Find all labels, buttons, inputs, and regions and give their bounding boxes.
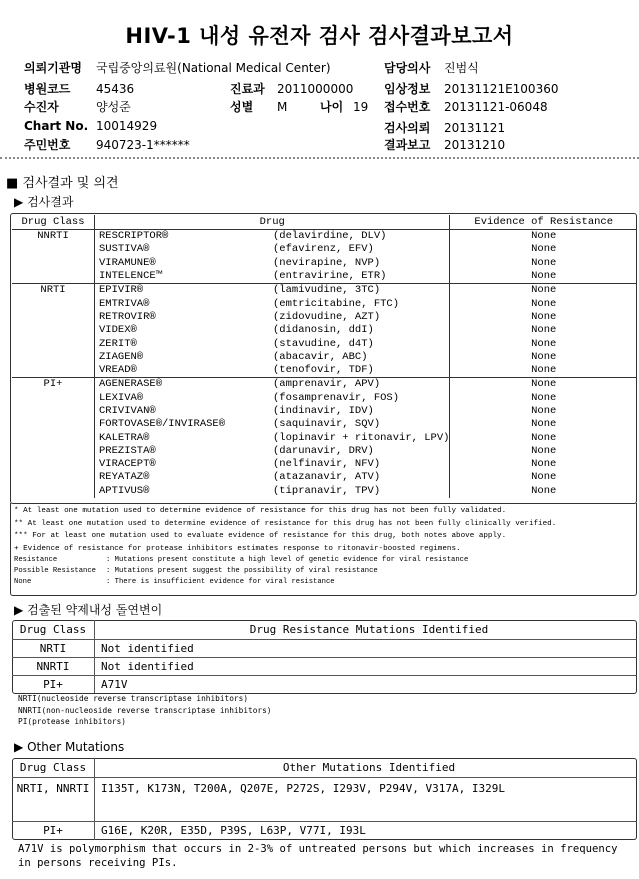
table-row [12, 351, 637, 364]
mutation-cell: Not identified [95, 639, 638, 657]
header-sex [230, 98, 287, 115]
section-mutations [14, 601, 162, 618]
table-row [12, 405, 637, 418]
legend-term: Resistance [14, 556, 58, 564]
header-institution [24, 59, 331, 76]
polymorphism-note: A71V is polymorphism that occurs in 2-3% of untreated persons but which increases in frequency in persons receiving PIs. [18, 843, 618, 869]
drug-brand-cell: KALETRA® [99, 431, 150, 444]
drug-generic-cell: (atazanavir, ATV) [269, 471, 450, 484]
footnote-line: ** At least one mutation used to determine evidence of resistance for this drug has not been fully clinically verified. [14, 519, 557, 528]
header-label: 수진자 [24, 100, 59, 114]
header-divider [0, 157, 639, 159]
header-value: 진범식 [444, 61, 479, 75]
table-row [12, 284, 637, 298]
drug-brand-cell: VIRAMUNE® [99, 256, 156, 269]
table-row [12, 445, 637, 458]
mutations-table [12, 620, 637, 693]
drug-generic-cell: (efavirenz, EFV) [269, 243, 450, 256]
drug-class-cell: PI+ [12, 821, 95, 840]
table-row [12, 821, 637, 840]
header-label: 병원코드 [24, 82, 71, 96]
triangle-right-icon: ▶ [14, 740, 24, 754]
header-resident-no [24, 136, 190, 153]
legend-desc: : Mutations present constitute a high level of genetic evidence for viral resistance [106, 556, 469, 564]
abbreviations [18, 693, 271, 728]
drug-class-cell: PI+ [12, 378, 95, 498]
drug-class-cell: PI+ [12, 675, 95, 693]
header-value: 45436 [96, 82, 135, 96]
table-row [12, 230, 637, 244]
evidence-cell: None [531, 378, 557, 391]
other-mutations-table [12, 758, 637, 840]
section-title: 검사결과 [27, 195, 74, 209]
drug-brand-cell: ZIAGEN® [99, 350, 144, 363]
legend-term: Possible Resistance [14, 567, 96, 575]
evidence-cell: None [450, 270, 637, 284]
header-label: 나이 [320, 100, 344, 114]
drug-brand-cell: AGENERASE® [99, 378, 163, 391]
section-results [14, 193, 73, 210]
drug-generic-cell: (lamivudine, 3TC) [269, 284, 450, 298]
drug-brand-cell: CRIVIVAN® [99, 405, 156, 417]
table-row [12, 378, 637, 392]
drug-generic-cell: (zidovudine, AZT) [269, 311, 450, 324]
drug-class-cell: NRTI [12, 639, 95, 657]
drug-generic-cell: (lopinavir + ritonavir, LPV) [269, 431, 450, 444]
header-value: 국립중앙의료원(National Medical Center) [96, 61, 331, 75]
legend-term: None [14, 578, 32, 586]
evidence-cell: None [450, 364, 637, 378]
evidence-cell: None [531, 230, 557, 243]
column-header: Other Mutations Identified [95, 758, 638, 777]
header-label: Chart No. [24, 119, 89, 133]
drug-generic-cell: (fosamprenavir, FOS) [269, 392, 450, 405]
table-row [12, 392, 637, 405]
header-age [320, 98, 368, 115]
header-request-date [384, 119, 505, 136]
drug-brand-cell: EPIVIR® [99, 284, 144, 297]
table-row [12, 657, 637, 675]
evidence-cell: None [531, 324, 557, 337]
drug-brand-cell: VIDEX® [99, 324, 137, 337]
table-row [12, 364, 637, 378]
section-title: Other Mutations [27, 740, 125, 754]
abbreviation-line: PI(protease inhibitors) [18, 717, 126, 726]
table-row [12, 458, 637, 471]
report-title: HIV-1 내성 유전자 검사 검사결과보고서 [125, 24, 514, 48]
evidence-cell: None [531, 350, 557, 363]
drug-generic-cell: (stavudine, d4T) [269, 337, 450, 350]
drug-brand-cell: VREAD® [95, 364, 270, 378]
drug-brand-cell: RESCRIPTOR® [99, 230, 169, 243]
table-row [12, 297, 637, 310]
column-header: Drug Class [12, 758, 95, 777]
drug-brand-cell: VIRACEPT® [99, 458, 156, 471]
results-table [12, 215, 637, 498]
footnote-line: + Evidence of resistance for protease inhibitors estimates response to ritonavir-boosted regimens. [14, 544, 461, 553]
evidence-cell: None [531, 471, 557, 484]
evidence-cell: None [531, 444, 557, 457]
drug-class-cell: NNRTI [12, 657, 95, 675]
drug-generic-cell: (didanosin, ddI) [269, 324, 450, 337]
table-row [12, 485, 637, 498]
abbreviation-line: NRTI(nucleoside reverse transcriptase inhibitors) [18, 694, 249, 703]
header-value: 20131210 [444, 138, 506, 152]
header-department [230, 80, 353, 97]
drug-generic-cell: (nelfinavir, NFV) [269, 458, 450, 471]
drug-generic-cell: (delavirdine, DLV) [269, 230, 450, 244]
drug-generic-cell: (tenofovir, TDF) [269, 364, 450, 378]
header-label: 성별 [230, 100, 254, 114]
mutation-cell: G16E, K20R, E35D, P39S, L63P, V77I, I93L [101, 824, 366, 838]
column-header: Drug Class [12, 620, 95, 639]
header-label: 주민번호 [24, 138, 71, 152]
evidence-cell: None [531, 484, 557, 497]
header-label: 의뢰기관명 [24, 61, 82, 75]
table-row [12, 431, 637, 444]
drug-brand-cell: LEXIVA® [99, 391, 144, 404]
table-row [12, 337, 637, 350]
drug-brand-cell: SUSTIVA® [99, 243, 150, 256]
drug-generic-cell: (emtricitabine, FTC) [269, 297, 450, 310]
drug-brand-cell: PREZISTA® [99, 444, 156, 457]
evidence-cell: None [531, 284, 557, 297]
drug-class-cell: NNRTI [12, 230, 95, 284]
legend-desc: : Mutations present suggest the possibility of viral resistance [106, 567, 378, 575]
triangle-right-icon: ▶ [14, 603, 24, 617]
evidence-cell: None [531, 431, 557, 444]
table-row [12, 311, 637, 324]
column-header: Evidence of Resistance [450, 215, 637, 230]
header-receipt-no [384, 98, 548, 115]
drug-brand-cell: INTELENCE™ [95, 270, 270, 284]
evidence-cell: None [531, 297, 557, 310]
header-label: 임상정보 [384, 82, 431, 96]
drug-brand-cell: APTIVUS® [99, 484, 150, 497]
header-patient [24, 98, 131, 115]
drug-brand-cell: FORTOVASE®/INVIRASE® [99, 418, 226, 431]
mutation-cell: Not identified [95, 657, 638, 675]
mutation-cell: I135T, K173N, T200A, Q207E, P272S, I293V, P294V, V317A, I329L [95, 777, 638, 821]
header-value: 양성준 [96, 100, 131, 114]
drug-brand-cell: REYATAZ® [99, 471, 150, 484]
column-header: Drug Class [12, 215, 95, 230]
square-icon: ■ [6, 176, 19, 191]
evidence-cell: None [531, 243, 557, 256]
header-label: 담당의사 [384, 61, 431, 75]
drug-generic-cell: (entravirine, ETR) [269, 270, 450, 284]
table-row [12, 675, 637, 693]
header-label: 접수번호 [384, 100, 431, 114]
section-title: 검사결과 및 의견 [22, 176, 119, 191]
table-row [12, 418, 637, 431]
drug-brand-cell: ZERIT® [99, 337, 137, 350]
header-value: M [277, 100, 288, 114]
header-value: 20131121-06048 [444, 100, 548, 114]
drug-brand-cell: EMTRIVA® [99, 297, 150, 310]
evidence-cell: None [531, 256, 557, 269]
evidence-cell: None [531, 405, 557, 417]
triangle-right-icon: ▶ [14, 195, 24, 209]
mutation-cell: A71V [101, 677, 128, 691]
column-header: Drug [95, 215, 450, 230]
drug-generic-cell: (saquinavir, SQV) [269, 418, 450, 431]
header-label: 검사의뢰 [384, 121, 431, 135]
footnote-line: * At least one mutation used to determine evidence of resistance for this drug has not been fully validated. [14, 507, 507, 515]
header-clinical-info [384, 80, 558, 97]
abbreviation-line: NNRTI(non-nucleoside reverse transcriptase inhibitors) [18, 705, 272, 715]
drug-generic-cell: (abacavir, ABC) [269, 351, 450, 364]
evidence-cell: None [531, 418, 557, 431]
section-results-opinion [6, 172, 119, 191]
header-label: 진료과 [230, 82, 265, 96]
drug-generic-cell: (darunavir, DRV) [269, 445, 450, 458]
drug-class-cell: NRTI [12, 284, 95, 378]
table-row [12, 243, 637, 256]
section-title: 검출된 약제내성 돌연변이 [27, 603, 163, 617]
table-row [12, 257, 637, 270]
notes-box [10, 503, 637, 596]
evidence-cell: None [531, 391, 557, 404]
evidence-cell: None [531, 458, 557, 471]
drug-generic-cell: (indinavir, IDV) [269, 405, 450, 418]
column-header: Drug Resistance Mutations Identified [95, 620, 638, 639]
header-label: 결과보고 [384, 138, 431, 152]
legend-desc: : There is insufficient evidence for viral resistance [106, 578, 335, 586]
header-value: 940723-1****** [96, 138, 190, 152]
header-report-date [384, 136, 505, 153]
header-hospital-code [24, 80, 134, 97]
header-chart-no [24, 119, 157, 133]
drug-brand-cell: RETROVIR® [99, 310, 156, 323]
header-value: 19 [353, 100, 369, 114]
drug-generic-cell: (nevirapine, NVP) [269, 257, 450, 270]
table-row [12, 324, 637, 337]
table-row [12, 270, 637, 284]
header-value: 2011000000 [277, 82, 354, 96]
header-value: 20131121E100360 [444, 82, 559, 96]
header-value: 10014929 [96, 119, 158, 133]
evidence-cell: None [531, 337, 557, 350]
table-row [12, 639, 637, 657]
drug-class-cell: NRTI, NNRTI [12, 777, 95, 821]
table-row [12, 777, 637, 821]
header-value: 20131121 [444, 121, 506, 135]
drug-generic-cell: (amprenavir, APV) [269, 378, 450, 392]
table-row [12, 471, 637, 484]
drug-generic-cell: (tipranavir, TPV) [269, 485, 450, 498]
evidence-cell: None [531, 310, 557, 323]
header-doctor [384, 59, 479, 76]
section-other-mutations [14, 740, 124, 754]
footnote-line: *** For at least one mutation used to evaluate evidence of resistance for this drug, both notes above apply. [14, 532, 507, 540]
